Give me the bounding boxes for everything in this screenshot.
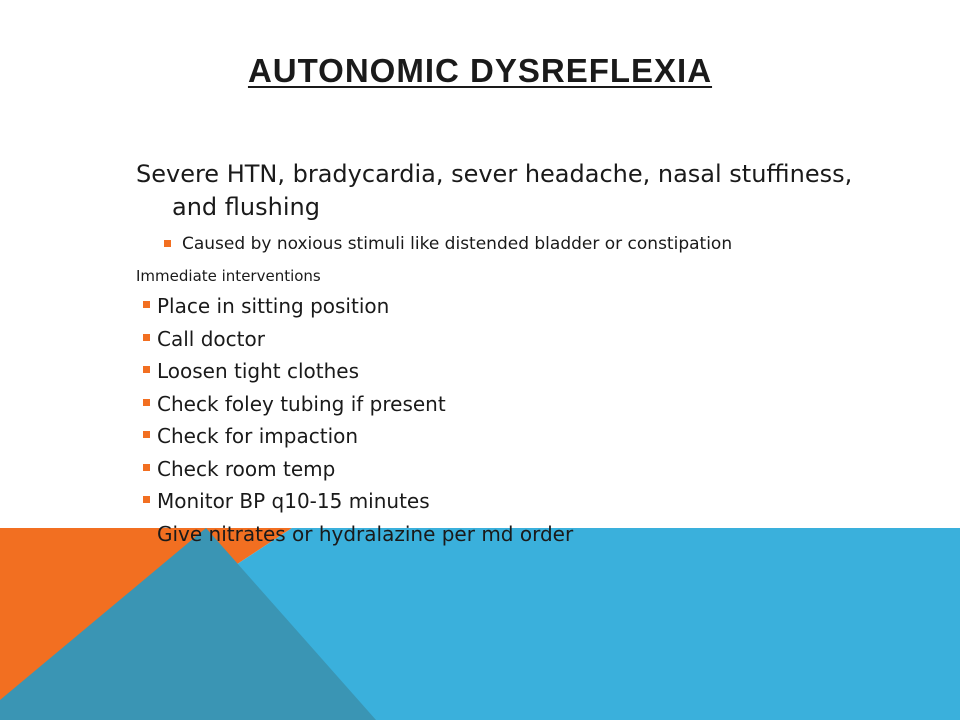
slide-title: AUTONOMIC DYSREFLEXIA xyxy=(247,52,713,89)
bullet-square-icon xyxy=(143,301,150,308)
bullet-square-icon xyxy=(143,366,150,373)
bullet-square-icon xyxy=(143,399,150,406)
bullet-square-icon xyxy=(143,334,150,341)
list-item: Monitor BP q10-15 minutes xyxy=(136,485,856,518)
list-item: Check for impaction xyxy=(136,420,856,453)
sub-point-text: Caused by noxious stimuli like distended bladder or constipation xyxy=(182,234,733,254)
main-point: Severe HTN, bradycardia, sever headache, nasal stuffiness, and flushing xyxy=(136,160,853,221)
bullet-square-icon xyxy=(143,431,150,438)
list-item: Loosen tight clothes xyxy=(136,355,856,388)
sub-point xyxy=(164,232,856,256)
interventions-heading: Immediate interventions xyxy=(136,267,321,285)
bullet-square-icon xyxy=(143,496,150,503)
bullet-square-icon xyxy=(143,464,150,471)
list-item: Place in sitting position xyxy=(136,290,856,323)
interventions-list xyxy=(136,290,856,550)
list-item: Call doctor xyxy=(136,323,856,356)
list-item: Check foley tubing if present xyxy=(136,388,856,421)
list-item: Check room temp xyxy=(136,453,856,486)
list-item: Give nitrates or hydralazine per md order xyxy=(136,518,856,551)
bullet-square-icon xyxy=(164,240,171,247)
slide-content xyxy=(136,158,856,550)
bullet-square-icon xyxy=(143,529,150,536)
